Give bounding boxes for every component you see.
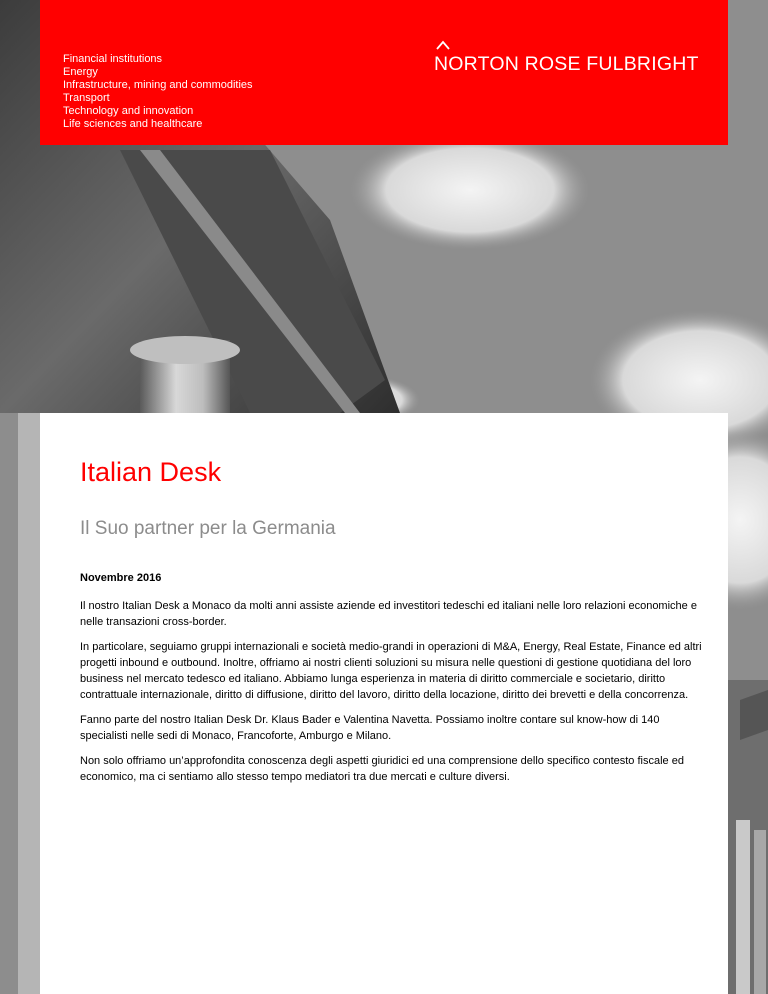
sector-item: Financial institutions <box>63 53 163 65</box>
body-paragraph: Il nostro Italian Desk a Monaco da molti anni assiste aziende ed investitori tedeschi ed italiani nelle loro relazioni economiche e nelle transazioni cross-border. <box>80 600 697 628</box>
document-subtitle: Il Suo partner per la Germania <box>80 518 336 539</box>
sector-list <box>63 53 253 131</box>
document-title: Italian Desk <box>80 457 222 487</box>
content-panel <box>40 413 728 994</box>
sector-item: Infrastructure, mining and commodities <box>63 79 253 91</box>
document-date: Novembre 2016 <box>80 572 162 584</box>
logo-wordmark: NORTON ROSE FULBRIGHT <box>434 53 699 75</box>
header-banner <box>40 0 728 145</box>
body-paragraph: Fanno parte del nostro Italian Desk Dr. Klaus Bader e Valentina Navetta. Possiamo inoltre contare sul know-how di 140 specialisti nelle sedi di Monaco, Francoforte, Amburgo e Milano. <box>80 714 660 742</box>
sector-item: Transport <box>63 92 110 104</box>
body-paragraph: Non solo offriamo un’approfondita conoscenza degli aspetti giuridici ed una comprensione dello specifico contesto fiscale ed economico, ma ci sentiamo allo stesso tempo mediatori tra due mercati e culture diversi. <box>80 755 684 783</box>
body-paragraph: In particolare, seguiamo gruppi internazionali e società medio-grandi in operazioni di M&A, Energy, Real Estate, Finance ed altri progetti inbound e outbound. Inoltre, offriamo ai nostri clienti soluzioni su misura nelle questioni di gestione quotidiana del loro business nel mercato tedesco ed italiano. Abbiamo lunga esperienza in materia di diritto commerciale e societario, diritto contrattuale internazionale, diritto di diffusione, diritto del lavoro, diritto della locazione, diritto dei brevetti e della concorrenza. <box>80 641 702 701</box>
sector-item: Life sciences and healthcare <box>63 118 203 130</box>
company-logo <box>434 40 720 74</box>
document-body <box>80 598 705 794</box>
logo-chevron-icon <box>436 40 450 50</box>
sector-item: Technology and innovation <box>63 105 194 117</box>
sector-item: Energy <box>63 66 98 78</box>
